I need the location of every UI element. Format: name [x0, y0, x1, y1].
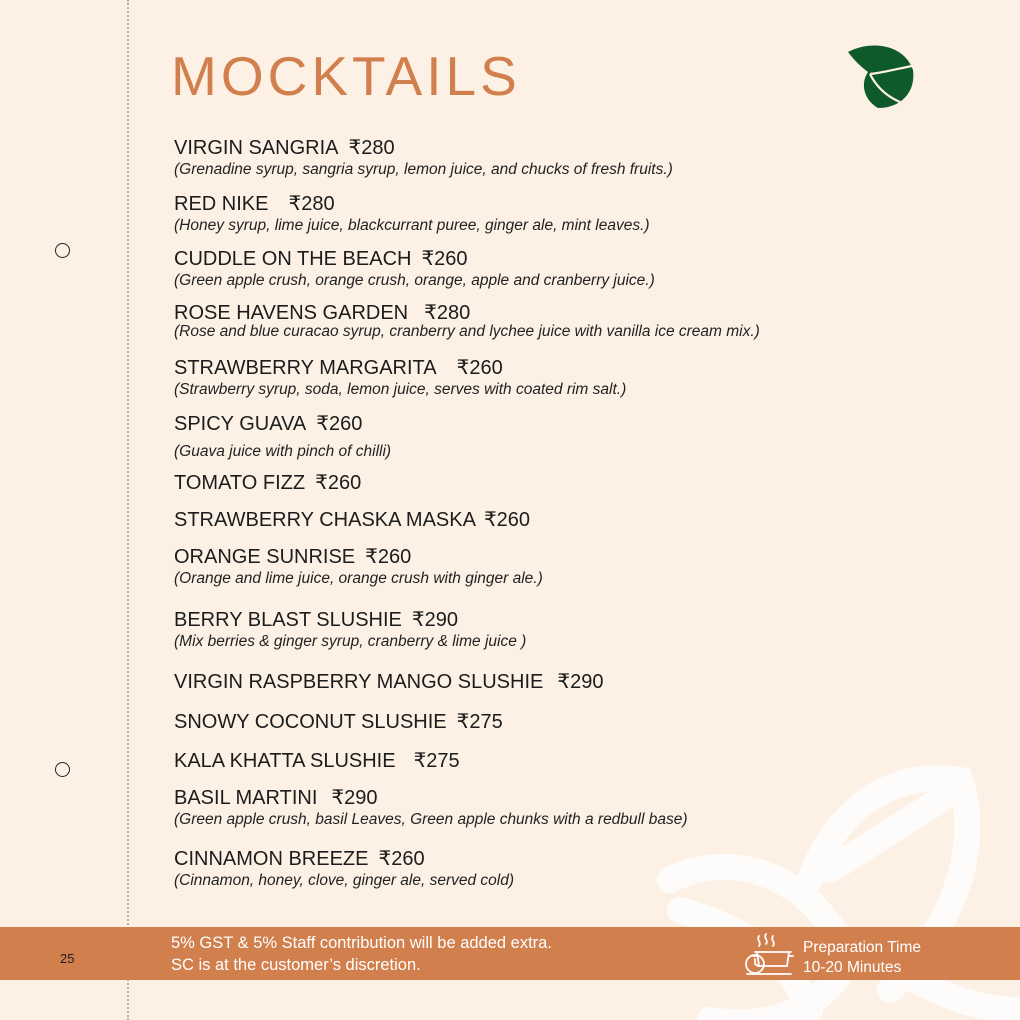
menu-item [174, 247, 934, 291]
item-price: ₹280 [288, 193, 335, 215]
item-name: BASIL MARTINI [174, 787, 318, 809]
item-name: SNOWY COCONUT SLUSHIE [174, 711, 447, 733]
menu-item [174, 412, 934, 462]
binder-ring-hole [55, 243, 70, 258]
item-price: ₹260 [483, 509, 531, 531]
tax-note-line: 5% GST & 5% Staff contribution will be added extra. [171, 934, 552, 952]
menu-item [174, 508, 934, 532]
cooking-pot-timer-icon [741, 932, 797, 978]
menu-item [174, 847, 934, 891]
item-price: ₹290 [557, 671, 604, 693]
item-price: ₹260 [315, 472, 362, 494]
menu-item [174, 749, 934, 773]
item-price: ₹290 [331, 787, 378, 809]
item-name: VIRGIN SANGRIA [174, 137, 339, 159]
item-description: (Guava juice with pinch of chilli) [174, 443, 392, 460]
item-description: (Green apple crush, basil Leaves, Green apple chunks with a redbull base) [174, 811, 688, 828]
item-description: (Green apple crush, orange crush, orange, apple and cranberry juice.) [174, 272, 655, 289]
menu-item [174, 670, 934, 694]
item-price: ₹290 [411, 609, 458, 631]
menu-item [174, 710, 934, 734]
item-price: ₹260 [316, 413, 363, 435]
item-name: CUDDLE ON THE BEACH [174, 248, 412, 270]
menu-item [174, 301, 934, 342]
item-name: TOMATO FIZZ [174, 472, 306, 494]
item-name: RED NIKE [174, 193, 269, 215]
item-name: VIRGIN RASPBERRY MANGO SLUSHIE [174, 671, 544, 693]
item-description: (Orange and lime juice, orange crush with ginger ale.) [174, 570, 543, 587]
preparation-time [803, 938, 921, 978]
item-name: SPICY GUAVA [174, 413, 307, 435]
item-name: BERRY BLAST SLUSHIE [174, 609, 402, 631]
item-price: ₹260 [421, 248, 468, 270]
leaf-logo-icon [846, 42, 916, 110]
footer-bar [0, 927, 1020, 980]
item-name: STRAWBERRY CHASKA MASKA [174, 509, 476, 531]
menu-item [174, 136, 934, 180]
item-description: (Strawberry syrup, soda, lemon juice, serves with coated rim salt.) [174, 381, 627, 398]
preparation-time-label: Preparation Time [803, 939, 922, 956]
item-name: ORANGE SUNRISE [174, 546, 356, 568]
binder-ring-hole [55, 762, 70, 777]
item-description: (Mix berries & ginger syrup, cranberry & lime juice ) [174, 633, 527, 650]
menu-item [174, 356, 934, 400]
item-price: ₹275 [413, 750, 460, 772]
item-name: CINNAMON BREEZE [174, 848, 369, 870]
menu-item [174, 545, 934, 589]
item-price: ₹275 [456, 711, 503, 733]
binding-line [127, 0, 129, 1020]
item-name: STRAWBERRY MARGARITA [174, 357, 437, 379]
menu-item [174, 471, 934, 495]
tax-note [171, 932, 552, 976]
item-price: ₹260 [456, 357, 503, 379]
item-price: ₹260 [365, 546, 412, 568]
item-name: KALA KHATTA SLUSHIE [174, 750, 396, 772]
item-description: (Honey syrup, lime juice, blackcurrant puree, ginger ale, mint leaves.) [174, 217, 650, 234]
menu-item [174, 786, 934, 830]
page-title: MOCKTAILS [171, 45, 521, 107]
menu-item [174, 192, 934, 236]
item-description: (Grenadine syrup, sangria syrup, lemon juice, and chucks of fresh fruits.) [174, 161, 673, 178]
page-number: 25 [60, 951, 75, 966]
tax-note-line: SC is at the customer’s discretion. [171, 956, 421, 974]
menu-item [174, 608, 934, 652]
preparation-time-value: 10-20 Minutes [803, 959, 902, 976]
item-price: ₹280 [424, 302, 471, 324]
item-name: ROSE HAVENS GARDEN [174, 302, 409, 324]
item-price: ₹280 [348, 137, 395, 159]
item-description: (Cinnamon, honey, clove, ginger ale, served cold) [174, 872, 515, 889]
item-description: (Rose and blue curacao syrup, cranberry and lychee juice with vanilla ice cream mix.) [174, 323, 760, 340]
item-price: ₹260 [378, 848, 425, 870]
